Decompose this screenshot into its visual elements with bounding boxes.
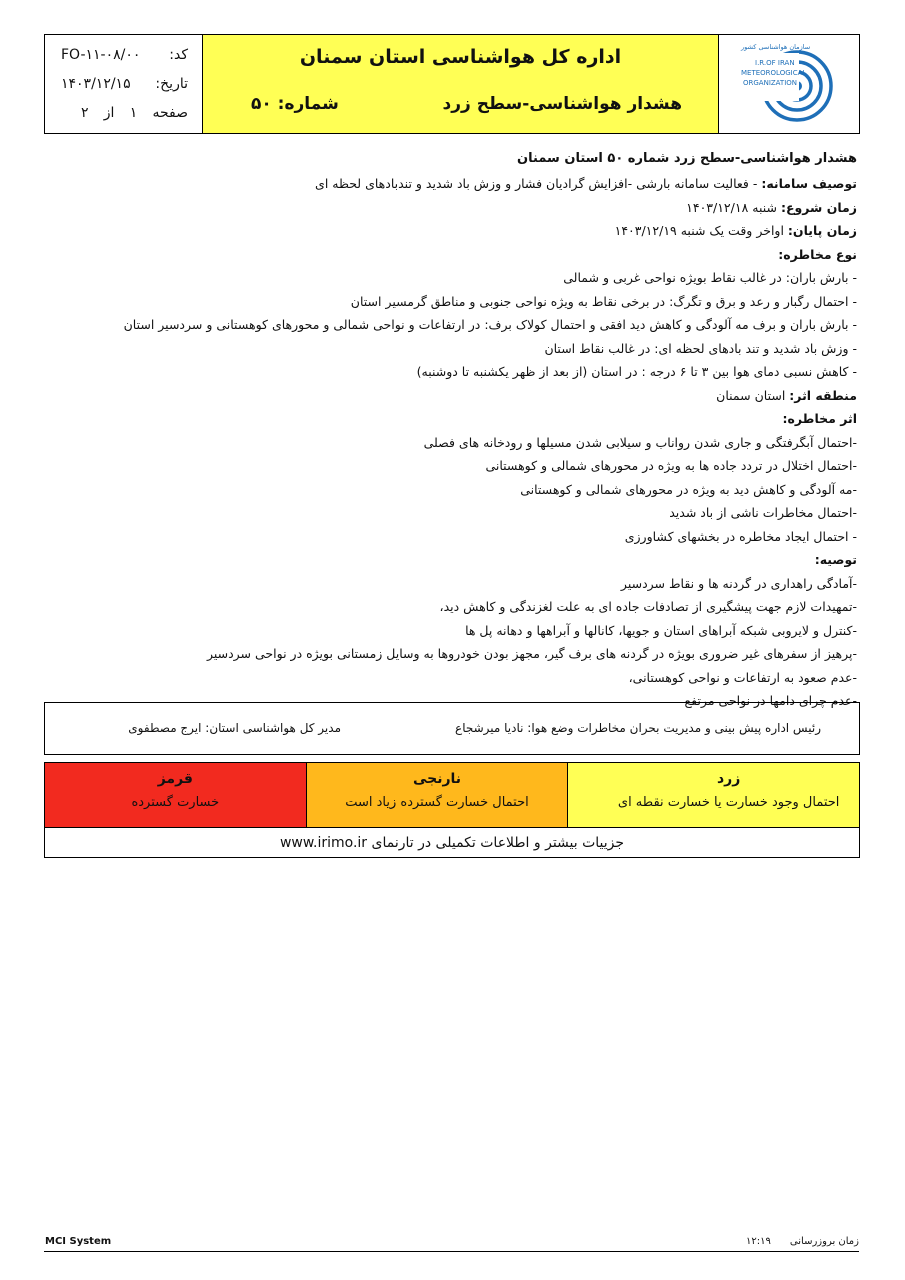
header-title-block: [203, 35, 719, 133]
page-total: ۲: [81, 105, 89, 121]
signature-box: [44, 702, 860, 755]
list-item: - وزش باد شدید و تند بادهای لحظه ای: در غالب نقاط استان: [544, 340, 857, 356]
logo-text-fa: سازمان هواشناسی کشور: [741, 43, 811, 51]
hazard-effect-label: اثر مخاطره:: [782, 411, 857, 426]
update-time: ۱۲:۱۹: [745, 1236, 771, 1247]
system-name: MCI System: [45, 1236, 112, 1247]
list-item: -پرهیز از سفرهای غیر ضروری بویژه در گردنه های برف گیر، مجهز بودن خودروها به وسایل زمستانی بویژه در نواحی سردسیر: [206, 646, 857, 661]
org-name: اداره کل هواشناسی استان سمنان: [299, 46, 622, 68]
list-item: -آمادگی راهداری در گردنه ها و نقاط سردسیر: [620, 575, 857, 591]
list-item: - بارش باران و برف مه آلودگی و کاهش دید افقی و احتمال کولاک برف: در ارتفاعات و نواحی شمالی و محورهای کوهستانی و سردسیر استان: [123, 317, 857, 332]
date-label: تاریخ:: [155, 76, 188, 92]
page-of: از: [103, 105, 115, 121]
level-desc: خسارت گسترده: [131, 795, 220, 810]
advice-label: توصیه:: [814, 552, 857, 567]
system-desc: - فعالیت سامانه بارشی -افزایش گرادیان فشار و وزش باد شدید و تندبادهای لحظه ای: [315, 176, 762, 191]
list-item: - احتمال رگبار و رعد و برق و تگرگ: در برخی نقاط به ویژه نواحی جنوبی و مناطق گرمسیر استان: [350, 293, 857, 309]
code-label: کد:: [169, 47, 188, 63]
list-item: -احتمال مخاطرات ناشی از باد شدید: [669, 505, 857, 520]
document-header: [44, 34, 860, 134]
warning-body: [60, 146, 857, 713]
system-desc-line: [60, 172, 857, 196]
start-label: زمان شروع:: [780, 199, 857, 215]
warning-level-legend: [44, 762, 860, 858]
list-item: -تمهیدات لازم جهت پیشگیری از تصادفات جاده ای به علت لغزندگی و کاهش دید،: [439, 599, 857, 614]
list-item: -مه آلودگی و کاهش دید به ویژه در محورهای شمالی و کوهستانی: [520, 481, 857, 497]
impact-area-label: منطقه اثر:: [789, 387, 857, 403]
head-of-forecast: رئیس اداره پیش بینی و مدیریت بحران مخاطرات وضع هوا: نادیا میرشجاع: [455, 721, 821, 735]
logo-text-2: METEOROLOGICAL: [741, 69, 807, 77]
hazard-type-heading: [60, 243, 857, 267]
footer-divider: [44, 1251, 859, 1252]
level-red: [45, 763, 307, 827]
director: مدیر کل هواشناسی استان: ایرج مصطفوی: [128, 721, 341, 735]
end-line: [60, 219, 857, 243]
end-value: اواخر وقت یک شنبه ۱۴۰۳/۱۲/۱۹: [614, 223, 788, 238]
list-item: -احتمال اختلال در تردد جاده ها به ویژه در محورهای شمالی و کوهستانی: [485, 458, 857, 473]
logo-area: [719, 35, 859, 133]
date-value: ۱۴۰۳/۱۲/۱۵: [61, 76, 131, 92]
start-value: شنبه ۱۴۰۳/۱۲/۱۸: [686, 199, 781, 215]
hazard-type-label: نوع مخاطره:: [778, 246, 857, 262]
warning-number: شماره: ۵۰: [251, 94, 339, 114]
level-orange: [307, 763, 569, 827]
page-row: [61, 99, 188, 128]
update-time-label: زمان بروزرسانی: [789, 1236, 859, 1247]
page-label: صفحه: [152, 105, 188, 121]
warning-title: هشدار هواشناسی-سطح زرد: [442, 94, 682, 114]
level-desc: احتمال وجود خسارت یا خسارت نقطه ای: [617, 795, 840, 810]
code-row: [61, 41, 188, 70]
advice-heading: [60, 548, 857, 572]
document-meta: [45, 35, 203, 133]
end-label: زمان پایان:: [787, 223, 857, 238]
system-desc-label: توصیف سامانه:: [761, 176, 857, 191]
update-time-block: [746, 1236, 859, 1247]
start-line: [60, 196, 857, 220]
list-item: - کاهش نسبی دمای هوا بین ۳ تا ۶ درجه : در استان (از بعد از ظهر یکشنبه تا دوشنبه): [416, 364, 857, 379]
irimo-logo: [719, 35, 857, 133]
list-item: - بارش باران: در غالب نقاط بویژه نواحی غربی و شمالی: [563, 270, 857, 285]
list-item: -احتمال آبگرفتگی و جاری شدن رواناب و سیلابی شدن مسیلها و رودخانه های فصلی: [423, 434, 857, 450]
list-item: -کنترل و لایروبی شبکه آبراهای استان و جویها، کانالها و آبراهها و دهانه پل ها: [465, 622, 857, 638]
body-title: هشدار هواشناسی-سطح زرد شماره ۵۰ استان سمنان: [517, 151, 857, 166]
list-item: - احتمال ایجاد مخاطره در بخشهای کشاورزی: [624, 528, 857, 544]
impact-area: استان سمنان: [716, 387, 790, 403]
level-name: قرمز: [157, 771, 193, 787]
impact-area-line: [60, 384, 857, 408]
level-yellow: [568, 763, 859, 827]
logo-text-1: I.R.OF IRAN: [755, 59, 795, 67]
list-item: -عدم چرای دامها در نواحی مرتفع: [684, 693, 857, 708]
more-info-link[interactable]: جزییات بیشتر و اطلاعات تکمیلی در تارنمای www.irimo.ir: [279, 835, 625, 851]
level-name: زرد: [717, 771, 741, 787]
code-value: FO-۱۱-۰۸/۰۰: [61, 47, 141, 63]
page-num: ۱: [129, 105, 138, 121]
date-row: [61, 70, 188, 99]
hazard-effect-heading: [60, 407, 857, 431]
level-name: نارنجی: [412, 771, 462, 787]
list-item: -عدم صعود به ارتفاعات و نواحی کوهستانی،: [628, 669, 857, 685]
level-desc: احتمال خسارت گسترده زیاد است: [345, 795, 529, 810]
logo-text-3: ORGANIZATION: [743, 79, 798, 87]
level-row: [45, 763, 859, 828]
